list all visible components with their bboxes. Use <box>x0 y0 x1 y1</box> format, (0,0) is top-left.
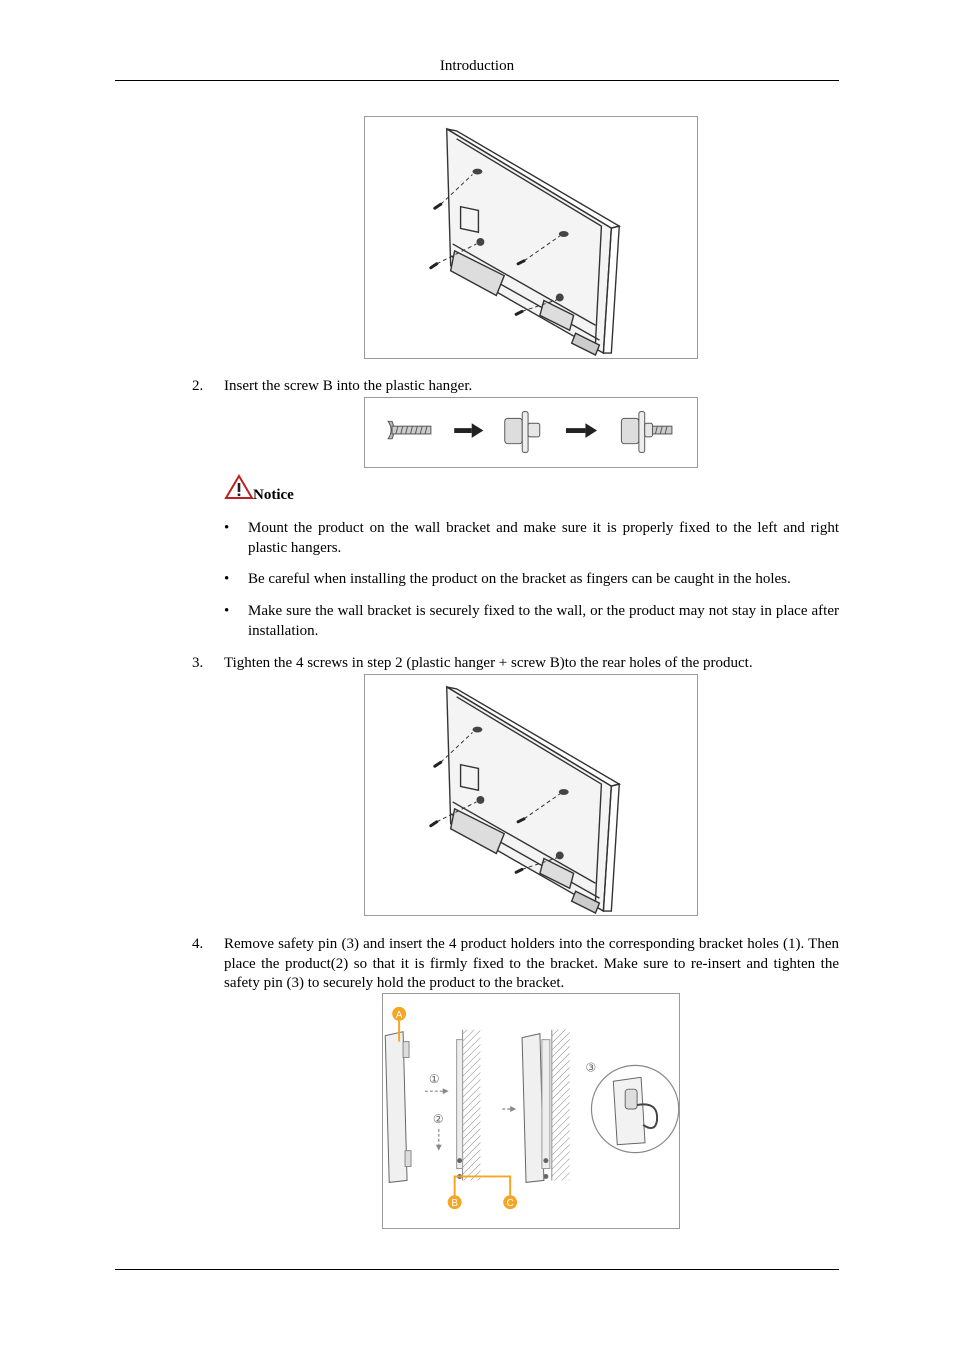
mounted-product <box>522 1034 544 1183</box>
warning-triangle-icon <box>224 474 254 500</box>
figure-rear-panel-screws <box>364 116 698 359</box>
callout-a-label: A <box>395 1009 403 1021</box>
hanger-with-screw-icon <box>621 412 672 453</box>
arrow-right-icon <box>454 423 483 438</box>
header-rule <box>115 80 839 81</box>
screw-b-icon <box>388 421 431 438</box>
arrow-down-icon <box>436 1145 442 1151</box>
bullet-symbol: • <box>224 571 230 587</box>
wall-hatch <box>463 1030 481 1181</box>
figure-screw-into-hanger <box>364 397 698 468</box>
step-text: Remove safety pin (3) and insert the 4 product holders into the corresponding bracket holes (1). Then place the product(2) so that it is firmly fixed to the bracket. Make sure to re-insert and tighten the safety pin (3) to securely hold the product to the bracket. <box>224 936 839 991</box>
wall-bracket <box>457 1040 463 1169</box>
step-marker-2: ② <box>432 1111 444 1126</box>
bullet-text: Mount the product on the wall bracket and make sure it is properly fixed to the left and right plastic hangers. <box>248 520 839 556</box>
callout-c-label: C <box>506 1198 514 1210</box>
rear-panel-illustration <box>365 117 697 358</box>
callout-b-label: B <box>451 1198 458 1210</box>
figure-rear-panel-hangers <box>364 674 698 916</box>
bullet-text: Be careful when installing the product on the bracket as fingers can be caught in the holes. <box>248 571 791 587</box>
wall-mounting-illustration <box>383 994 679 1228</box>
step-marker-1: ① <box>428 1072 440 1087</box>
step-number: 3. <box>192 655 204 671</box>
bullet-symbol: • <box>224 520 230 536</box>
figure-wall-mounting <box>382 993 680 1229</box>
product-side-view <box>385 1032 411 1183</box>
arrow-right-icon <box>443 1088 449 1094</box>
bullet-symbol: • <box>224 603 230 619</box>
plastic-hanger-icon <box>505 412 540 453</box>
step-marker-3: ③ <box>585 1060 597 1075</box>
step-text: Insert the screw B into the plastic hanger. <box>224 378 473 394</box>
footer-rule <box>115 1269 839 1270</box>
step-text: Tighten the 4 screws in step 2 (plastic hanger + screw B)to the rear holes of the product. <box>224 655 753 671</box>
header-title: Introduction <box>439 58 515 74</box>
bullet-text: Make sure the wall bracket is securely fixed to the wall, or the product may not stay in place after installation. <box>248 603 839 639</box>
step-number: 2. <box>192 378 204 394</box>
screw-hanger-illustration <box>365 398 697 467</box>
arrow-right-icon <box>566 423 597 438</box>
step-number: 4. <box>192 936 204 952</box>
rear-panel-illustration <box>365 675 697 915</box>
arrow-right-icon <box>510 1106 516 1112</box>
notice-label: Notice <box>253 487 294 503</box>
